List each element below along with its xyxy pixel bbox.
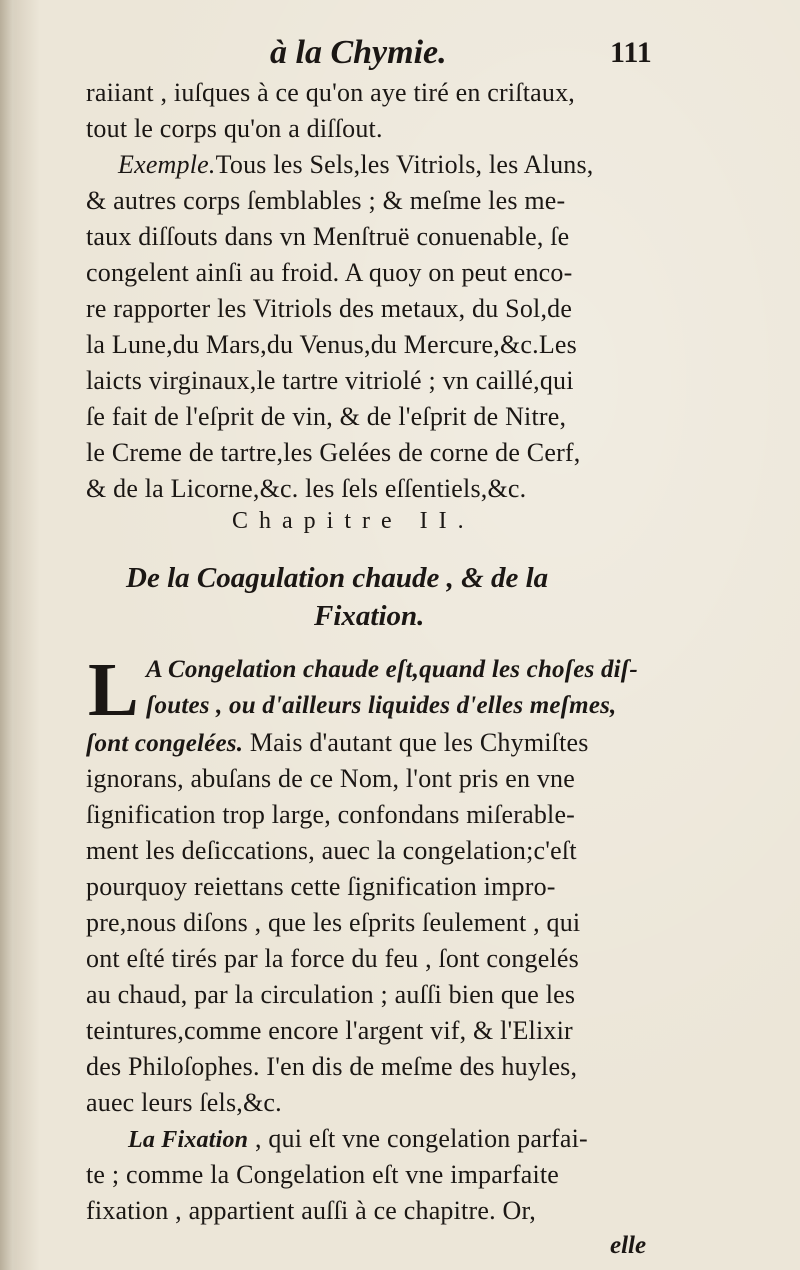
example-text: Tous les Sels,les Vitriols, les Aluns, [215, 150, 594, 179]
text-line: laicts virginaux,le tartre vitriolé ; vn caillé,qui [86, 366, 574, 395]
text-line: A Congelation chaude eſt,quand les choſes diſ- [146, 656, 638, 683]
text-line: raiiant , iuſques à ce qu'on aye tiré en criſtaux, [86, 78, 575, 107]
example-line [118, 150, 593, 180]
text-line: taux diſſouts dans vn Menſtruë conuenable, ſe [86, 222, 570, 251]
text-line: le Creme de tartre,les Gelées de corne de Cerf, [86, 438, 581, 467]
text-line: tout le corps qu'on a diſſout. [86, 114, 383, 143]
chapter-title-line-1: De la Coagulation chaude , & de la [126, 562, 549, 594]
italic-phrase: ſont congelées. [86, 730, 244, 757]
page-number: 111 [610, 36, 652, 69]
text-line: ſe fait de l'eſprit de vin, & de l'eſprit de Nitre, [86, 402, 567, 431]
text-span: , qui eſt vne congelation parfai- [254, 1124, 588, 1153]
example-label: Exemple. [118, 150, 216, 179]
running-title: à la Chymie. [270, 34, 447, 71]
page-binding-shadow [0, 0, 18, 1270]
text-line: & autres corps ſemblables ; & meſme les me- [86, 186, 566, 215]
text-line: des Philoſophes. I'en dis de meſme des huyles, [86, 1052, 578, 1081]
text-line: & de la Licorne,&c. les ſels eſſentiels,&c. [86, 474, 527, 503]
text-line: auec leurs ſels,&c. [86, 1088, 282, 1117]
fixation-line [128, 1124, 588, 1154]
text-line: ſoutes , ou d'ailleurs liquides d'elles meſmes, [146, 692, 617, 719]
text-line [86, 728, 589, 758]
drop-cap: L [88, 648, 139, 732]
text-line: te ; comme la Congelation eſt vne imparfaite [86, 1160, 560, 1189]
text-line: la Lune,du Mars,du Venus,du Mercure,&c.Les [86, 330, 577, 359]
text-line: ont eſté tirés par la force du feu , ſont congelés [86, 944, 579, 973]
text-line: fixation , appartient auſſi à ce chapitre. Or, [86, 1196, 536, 1225]
text-line: re rapporter les Vitriols des metaux, du Sol,de [86, 294, 573, 323]
text-line: ſignification trop large, confondans miſerable- [86, 800, 576, 829]
text-line: au chaud, par la circulation ; auſſi bien que les [86, 980, 576, 1009]
text-line: pre,nous diſons , que les eſprits ſeulement , qui [86, 908, 581, 937]
fixation-label: La Fixation [128, 1127, 249, 1153]
text-line: ignorans, abuſans de ce Nom, l'ont pris en vne [86, 764, 575, 793]
text-line: teintures,comme encore l'argent vif, & l'Elixir [86, 1016, 573, 1045]
chapter-title-line-2: Fixation. [314, 600, 425, 632]
catchword: elle [610, 1232, 647, 1259]
text-line: ment les deſiccations, auec la congelation;c'eſt [86, 836, 577, 865]
chapter-heading: Chapitre II. [232, 508, 475, 534]
text-line: congelent ainſi au froid. A quoy on peut enco- [86, 258, 573, 287]
text-span: Mais d'autant que les Chymiſtes [249, 728, 589, 757]
text-line: pourquoy reiettans cette ſignification impro- [86, 872, 556, 901]
